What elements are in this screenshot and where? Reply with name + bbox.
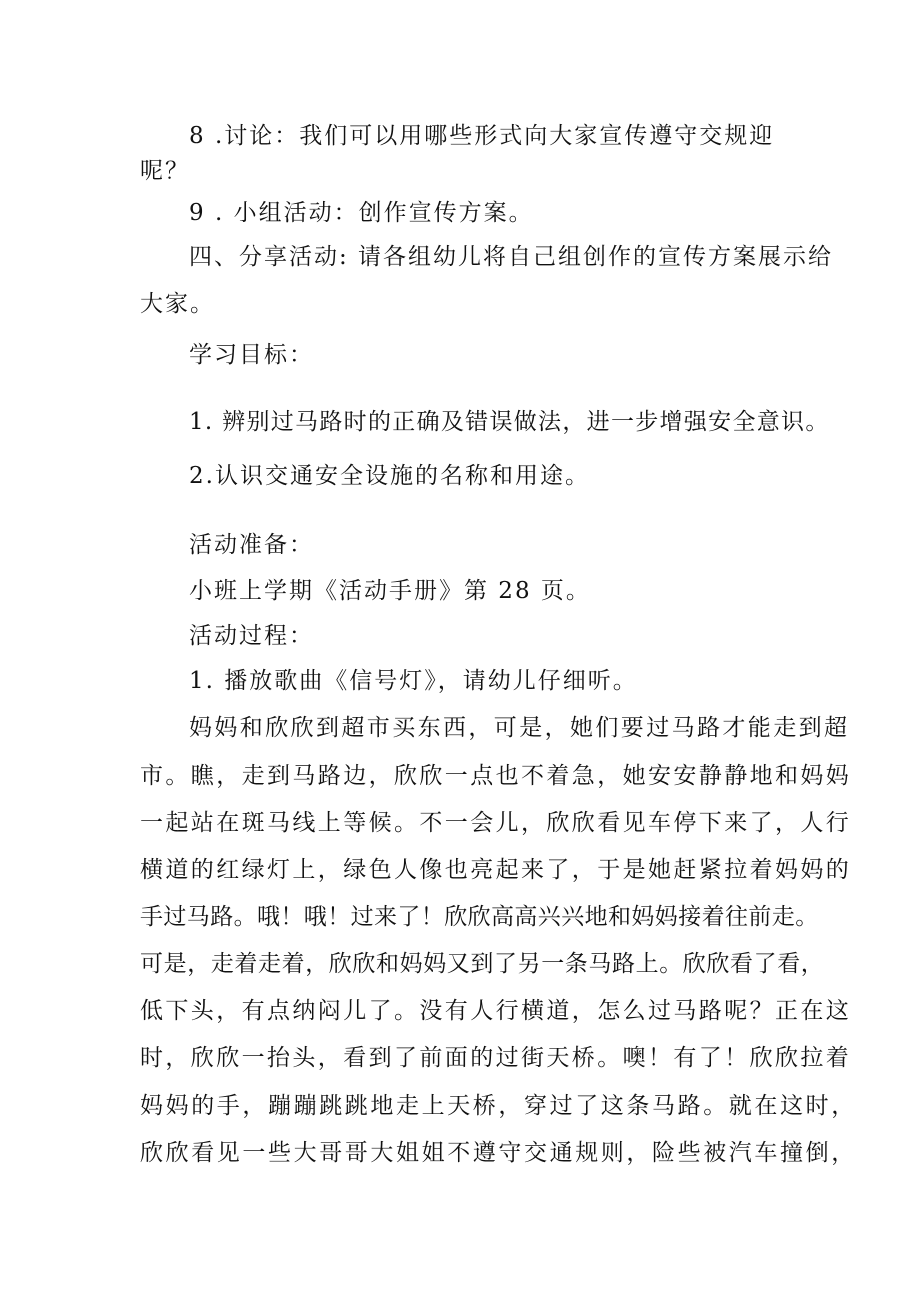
text-line-5: 大家。 [140, 291, 215, 317]
story-line-7: 低下头，有点纳闷儿了。没有人行横道，怎么过马路呢？正在这 [140, 998, 852, 1024]
text-line-10: 小班上学期《活动手册》第 28 页。 [189, 578, 591, 604]
story-line-3: 一起站在斑马线上等候。不一会儿，欣欣看见车停下来了，人行 [140, 810, 852, 836]
story-line-9: 妈妈的手，蹦蹦跳跳地走上天桥，穿过了这条马路。就在这时， [140, 1093, 857, 1119]
text-line-2: 呢？ [140, 158, 190, 184]
text-line-1: 8 .讨论：我们可以用哪些形式向大家宣传遵守交规迎 [189, 123, 775, 149]
story-line-2: 市。瞧，走到马路边，欣欣一点也不着急，她安安静静地和妈妈 [140, 763, 852, 789]
text-line-8: 2.认识交通安全设施的名称和用途。 [189, 463, 590, 489]
text-line-12: 1. 播放歌曲《信号灯》，请幼儿仔细听。 [189, 668, 638, 694]
section-heading-goals: 学习目标： [189, 342, 314, 368]
story-line-4: 横道的红绿灯上，绿色人像也亮起来了，于是她赶紧拉着妈妈的 [140, 857, 852, 883]
text-line-7: 1. 辨别过马路时的正确及错误做法，进一步增强安全意识。 [189, 409, 830, 435]
text-line-4: 四、分享活动: 请各组幼儿将自己组创作的宣传方案展示给 [189, 244, 834, 270]
section-heading-process: 活动过程： [189, 623, 314, 649]
story-line-8: 时，欣欣一抬头，看到了前面的过街天桥。噢！有了！欣欣拉着 [140, 1045, 852, 1071]
text-line-3: 9 . 小组活动：创作宣传方案。 [189, 200, 534, 226]
story-line-10: 欣欣看见一些大哥哥大姐姐不遵守交通规则，险些被汽车撞倒， [140, 1140, 857, 1166]
story-line-6: 可是，走着走着，欣欣和妈妈又到了另一条马路上。欣欣看了看， [140, 951, 825, 977]
story-line-1: 妈妈和欣欣到超市买东西，可是，她们要过马路才能走到超 [189, 715, 850, 741]
section-heading-preparation: 活动准备： [189, 532, 314, 558]
story-line-5: 手过马路。哦！哦！过来了！欣欣高高兴兴地和妈妈接着往前走。 [140, 904, 819, 930]
